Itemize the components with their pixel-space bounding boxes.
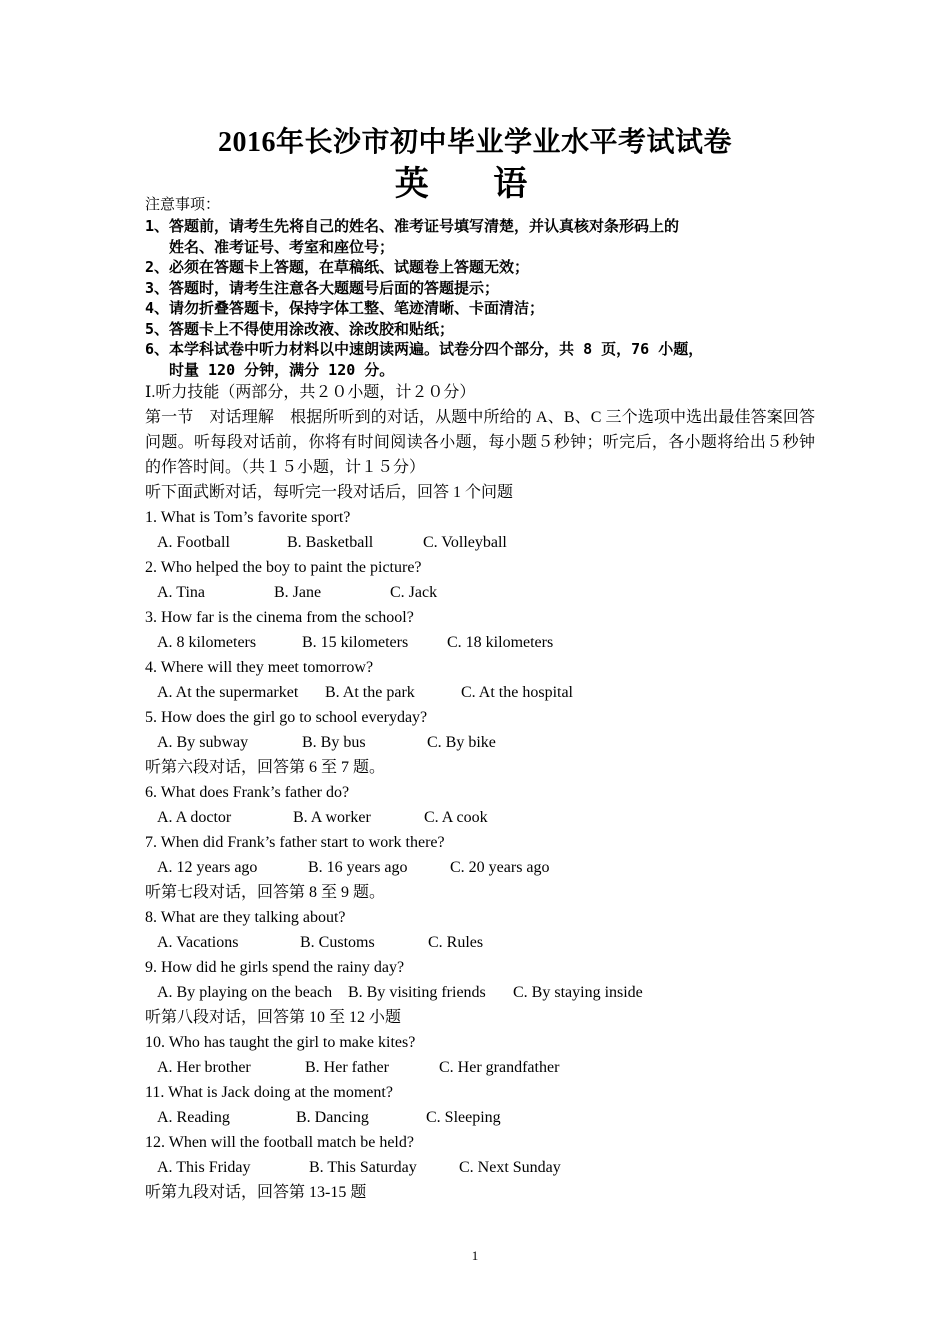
question-options: [145, 855, 815, 880]
question-options: [145, 805, 815, 830]
note-item: 姓名、准考证号、考室和座位号；: [169, 237, 395, 256]
option-a: A. 12 years ago: [157, 859, 258, 876]
option-b: B. By visiting friends: [348, 984, 486, 1001]
option-a: A. Reading: [157, 1109, 230, 1126]
option-c: C. 20 years ago: [450, 859, 550, 876]
question-stem: 4. Where will they meet tomorrow?: [145, 659, 374, 676]
dialog-intro: 听第八段对话，回答第 10 至 12 小题: [145, 1009, 402, 1026]
option-c: C. Next Sunday: [459, 1159, 561, 1176]
option-c: C. By staying inside: [513, 984, 643, 1001]
option-b: B. A worker: [293, 809, 371, 826]
question-stem: 12. When will the football match be held?: [145, 1134, 414, 1151]
question-options: [145, 630, 815, 655]
page-number: 1: [471, 1248, 479, 1263]
question-stem: 11. What is Jack doing at the moment?: [145, 1084, 393, 1101]
question-stem: 8. What are they talking about?: [145, 909, 346, 926]
note-item: 2、必须在答题卡上答题，在草稿纸、试题卷上答题无效；: [145, 258, 530, 276]
question-stem: 7. When did Frank’s father start to work there?: [145, 834, 445, 851]
question-options: [145, 1105, 815, 1130]
option-b: B. Basketball: [287, 534, 374, 551]
question-options: [145, 980, 815, 1005]
question-options: [145, 580, 815, 605]
question-stem: 3. How far is the cinema from the school?: [145, 609, 414, 626]
option-c: C. A cook: [424, 809, 488, 826]
section-heading: Ⅰ.听力技能（两部分，共２０小题，计２０分）: [145, 384, 476, 401]
dialog-intro: 听第七段对话，回答第 8 至 9 题。: [145, 884, 386, 901]
option-c: C. Volleyball: [423, 534, 507, 551]
option-a: A. This Friday: [157, 1159, 251, 1176]
option-a: A. A doctor: [157, 809, 232, 826]
question-stem: 9. How did he girls spend the rainy day?: [145, 959, 405, 976]
note-item: 1、答题前，请考生先将自己的姓名、准考证号填写清楚，并认真核对条形码上的: [145, 217, 680, 235]
notes-heading: 注意事项：: [145, 197, 221, 213]
option-c: C. At the hospital: [461, 684, 573, 701]
option-a: A. At the supermarket: [157, 684, 299, 701]
note-item: 3、答题时，请考生注意各大题题号后面的答题提示；: [145, 278, 500, 297]
option-b: B. At the park: [325, 684, 415, 701]
option-b: B. This Saturday: [309, 1159, 417, 1176]
option-b: B. Jane: [274, 584, 322, 601]
option-a: A. 8 kilometers: [157, 634, 257, 651]
note-item: 6、本学科试卷中听力材料以中速朗读两遍。试卷分四个部分，共 8 页，76 小题，: [145, 340, 704, 358]
option-a: A. Tina: [157, 584, 206, 601]
option-b: B. Dancing: [296, 1109, 369, 1126]
part-instructions: 第一节 对话理解 根据所听到的对话，从题中所给的 A、B、C 三个选项中选出最佳答案回答问题。听每段对话前，你将有时间阅读各小题，每小题５秒钟；听完后，各小题将给出５秒钟的作答时间。（共１５小题，计１５分）: [145, 409, 815, 476]
option-b: B. 15 kilometers: [302, 634, 409, 651]
dialog-intro: 听第九段对话，回答第 13-15 题: [145, 1184, 367, 1201]
note-item: 5、答题卡上不得使用涂改液、涂改胶和贴纸；: [145, 319, 455, 338]
exam-title: 2016年长沙市初中毕业学业水平考试试卷: [217, 127, 732, 158]
question-options: [145, 930, 815, 955]
option-c: C. Jack: [390, 584, 438, 601]
option-a: A. By playing on the beach: [157, 984, 333, 1001]
note-item: 4、请勿折叠答题卡，保持字体工整、笔迹清晰、卡面清洁；: [145, 299, 545, 317]
option-b: B. Her father: [305, 1059, 389, 1076]
option-a: A. By subway: [157, 734, 249, 751]
exam-body: [145, 195, 815, 1205]
question-stem: 10. Who has taught the girl to make kites?: [145, 1034, 416, 1051]
option-a: A. Her brother: [157, 1059, 251, 1076]
dialog-intro: 听下面武断对话，每听完一段对话后，回答 1 个问题: [145, 484, 514, 501]
option-b: B. 16 years ago: [308, 859, 408, 876]
option-b: B. By bus: [302, 734, 366, 751]
question-options: [145, 680, 815, 705]
option-a: A. Vacations: [157, 934, 239, 951]
option-c: C. By bike: [427, 734, 496, 751]
question-options: [145, 1155, 815, 1180]
question-stem: 6. What does Frank’s father do?: [145, 784, 350, 801]
subject-title: 英 语: [394, 166, 556, 203]
option-c: C. Sleeping: [426, 1109, 501, 1126]
question-options: [145, 1055, 815, 1080]
option-b: B. Customs: [300, 934, 375, 951]
question-options: [145, 530, 815, 555]
option-c: C. Rules: [428, 934, 484, 951]
option-c: C. Her grandfather: [439, 1059, 560, 1076]
dialog-intro: 听第六段对话，回答第 6 至 7 题。: [145, 759, 386, 776]
option-c: C. 18 kilometers: [447, 634, 554, 651]
question-stem: 2. Who helped the boy to paint the picture?: [145, 559, 422, 576]
question-options: [145, 730, 815, 755]
option-a: A. Football: [157, 534, 230, 551]
question-stem: 5. How does the girl go to school everyday?: [145, 709, 428, 726]
note-item: 时量 120 分钟，满分 120 分。: [169, 360, 395, 379]
question-stem: 1. What is Tom’s favorite sport?: [145, 509, 351, 526]
